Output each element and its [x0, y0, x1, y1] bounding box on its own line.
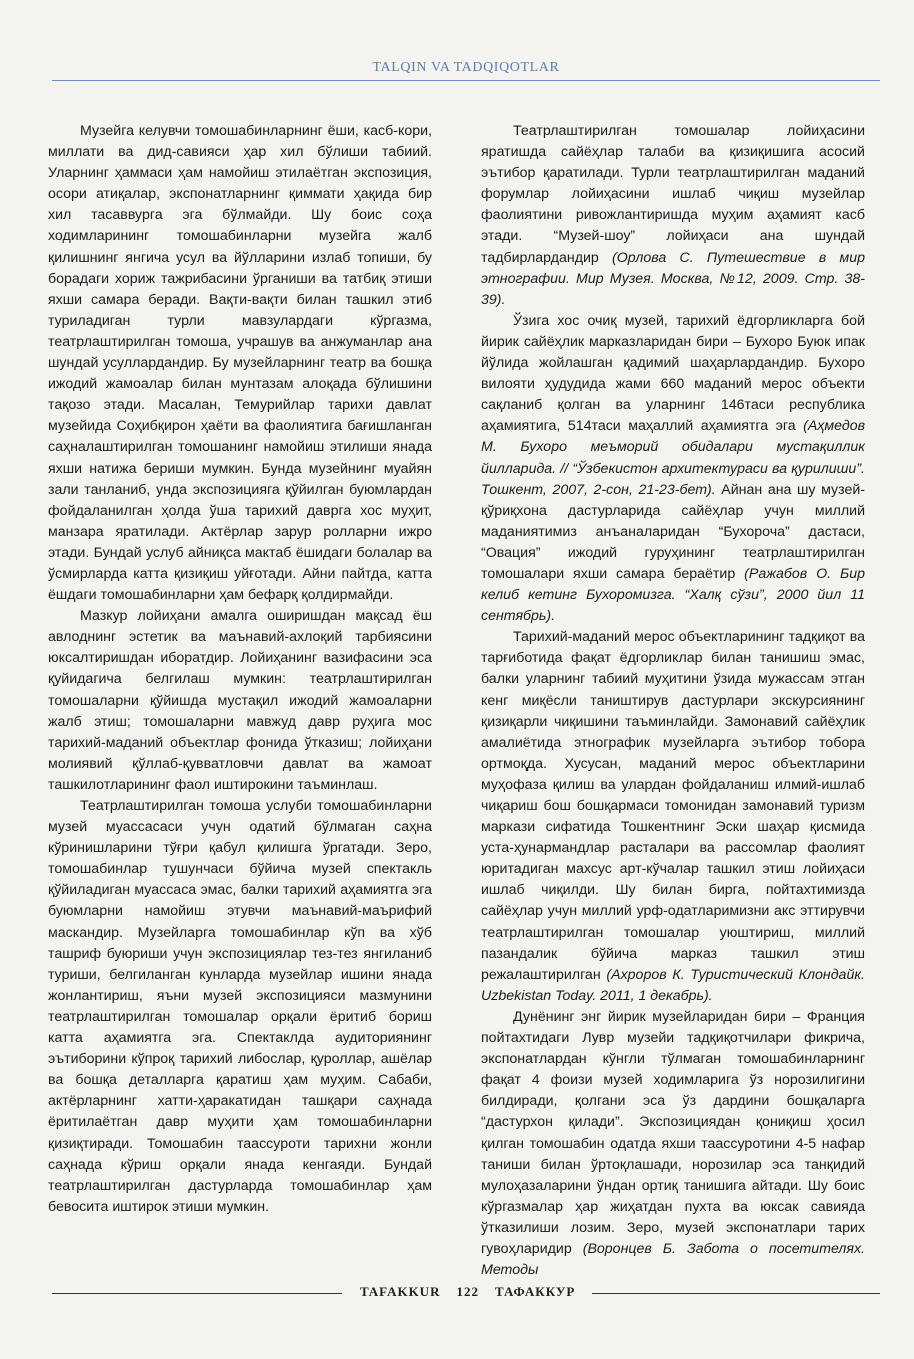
journal-name-cyrillic: ТАФАККУР [494, 1284, 576, 1299]
citation: (Ражабов О. Бир келиб кетинг Бухоромизга. “Халқ сўзи”, 2000 йил 11 сентябрь). [481, 565, 865, 625]
paragraph: Мазкур лойиҳани амалга оширишдан мақсад ёш авлоднинг эстетик ва маънавий-ахлоқий тарбиясини юксалтиришдан иборатдир. Лойиҳанинг вазифасини эса қуйидагича белгилаш мумкин: театрлаштирилган томошаларни қўйишда мустақил ижодий жамоаларни жалб этиш; томошаларни мавжуд давр руҳига мос тарихий-маданий объектлар фонида ўтказиш; лойиҳани молиявий қўллаб-қувватловчи давлат ва жамоат ташкилотларининг фаол иштирокини таъминлаш. [48, 608, 432, 793]
paragraph [481, 311, 865, 627]
paragraph [481, 627, 865, 1007]
paragraph: Музейга келувчи томошабинларнинг ёши, касб-кори, миллати ва дид-савияси ҳар хил бўлиши табиий. Уларнинг ҳаммаси ҳам намойиш этилаётган экспозиция, осори атиқалар, экспонатларнинг қиммати ҳақида бир хил тасаввурга эга бўлмайди. Шу боис соҳа ходимларининг томошабинларни музейга жалб қилишнинг янгича усул ва йўлларини излаб топиши, бу борадаги хориж тажрибасини ўрганиши ва татбиқ этиши яхши самара беради. Вақти-вақти билан ташкил этиб туриладиган турли мавзулардаги кўргазма, театрлаштирилган томоша, учрашув ва анжуманлар ана шундай усуллардандир. Бу музейларнинг театр ва бошқа ижодий жамоалар билан мунтазам алоқада бўлишини тақозо этади. Масалан, Темурийлар тарихи давлат музейида Соҳибқирон ҳаёти ва фаолиятига бағишланган саҳналаштирилган томошанинг намойиш этилиши янада яхши натижа бериши мумкин. Бунда музейнинг муайян зали танланиб, унда экспозицияга қўйилган буюмлардан фойдаланилган ҳолда ўша тарихий даврга хос муҳит, манзара яратилади. Актёрлар зарур ролларни ижро этади. Бундай услуб айниқса мактаб ёшидаги болалар ва ўсмирларда катта қизиқиш уйғотади. Айни пайтда, катта ёшдаги томошабинларни ҳам бефарқ қолдирмайди. [48, 123, 432, 604]
paragraph-text: Тарихий-маданий мерос объектларининг тадқиқот ва тарғиботида фақат ёдгорликлар билан танишиш эмас, балки уларнинг табиий муҳитини ўзида мужассам этган кенг миқёсли таништирув дастурлари экскурсиянинг қизиқарли чиқишини таъминлайди. Замонавий сайёҳлик амалиётида этнографик музейларга эътибор тобора ортмоқда. Хусусан, маданий мерос объектларини муҳофаза қилиш ва улардан фойдаланиш илмий-ишлаб чиқариш бош бошқармаси томонидан замонавий туризм маркази сифатида Тошкентнинг Эски шаҳар қисмида уста-ҳунармандлар расталари ва рассомлар фаолият юритадиган махсус арт-кўчалар ташкил этиш лойиҳаси ишлаб чиқилди. Шу билан бирга, пойтахтимизда сайёҳлар учун миллий урф-одатларимизни акс эттирувчи театрлаштирилган томошалар уюштириш, миллий пазандалик бўйича марказ ташкил этиш режалаштирилган [481, 629, 865, 983]
paragraph-text: Айнан ана шу музей-қўриқхона дастурларида сайёҳлар учун миллий маданиятимиз анъаналаридан “Бухороча” дастаси, “Овация” ижодий гуруҳининг театрлаштирилган томошалари яхши самара бераётир [481, 481, 866, 582]
journal-name-latin: TAFAKKUR [360, 1284, 441, 1299]
page-number: 122 [456, 1284, 479, 1299]
citation: (Аҳмедов М. Бухоро меъморий обидалари мустақиллик йилларида. // “Ўзбекистон архитектураси ва қурилиши”. Тошкент, 2007, 2-сон, 21-23-бет). [481, 418, 865, 498]
paragraph-text: Театрлаштирилган томошалар лойиҳасини яратишда сайёҳлар талаби ва қизиқишига асосий эътибор қаратилади. Турли театрлаштирилган маданий форумлар лойиҳасини ишлаб чиқиш музейлар фаолиятини ривожлантиришда муҳим аҳамият касб этади. “Музей-шоу” лойиҳаси ана шундай тадбирлардандир [481, 123, 865, 266]
footer-rule-right [592, 1293, 880, 1294]
paragraph [481, 1007, 865, 1281]
footer-rule-left [52, 1293, 342, 1294]
citation: (Ахроров К. Туристический Клондайк. Uzbekistan Today. 2011, 1 декабрь). [481, 966, 865, 1004]
header-rule [52, 80, 880, 81]
paragraph-text: Дунёнинг энг йирик музейларидан бири – Франция пойтахтидаги Лувр музейи тадқиқотчилари фикрича, экспонатлардан кўнгли тўлмаган томошабинларнинг фақат 4 фоизи музей ходимларига ўз норозилигини билдиради, қолгани эса ўз дардини бошқаларга “дастурхон қилади”. Экспозициядан қониқиш ҳосил қилган томошабин одатда яхши таассуротини 4-5 нафар таниши билан ўртоқлашади, норозилар эса танқидий мулоҳазаларини ўндан ортиқ танишига айтади. Шу боис кўргазмалар ҳар жиҳатдан пухта ва юксак савияда ўтказилиши лозим. Зеро, музей экспонатлари тарих гувоҳларидир [481, 1008, 865, 1257]
citation: (Орлова С. Путешествие в мир этнографии. Мир Музея. Москва, №12, 2009. Стр. 38-39). [481, 249, 865, 308]
citation: (Воронцев Б. Забота о посетителях. Методы [481, 1240, 865, 1279]
paragraph: Театрлаштирилган томоша услуби томошабинларни музей муассасаси учун одатий бўлмаган саҳна кўринишларини тўғри қабул қилишга ўргатади. Зеро, томошабинлар тушунчаси бўйича музей спектакль қўйиладиган муассаса эмас, балки тарихий аҳамиятга эга буюмларни намойиш этувчи маънавий-маърифий маскандир. Музейларга томошабинлар кўп ва хўб ташриф буюриши учун экспозициялар тез-тез янгиланиб туриши, белгиланган кунларда музейлар ишини янада жонлантириш, яъни музей экспозицияси мазмунини театрлаштирилган томошалар орқали ёритиб бориш катта аҳамиятга эга. Спектаклда аудиториянинг эътиборини кўпроқ тарихий либослар, қуроллар, ашёлар ва бошқа деталларга қаратиш ҳам муҳим. Сабаби, актёрларнинг хатти-ҳаракатидан ташқари саҳнада ёритилаётган давр муҳити ҳам томошабинларни қизиқтиради. Томошабин таассуроти тарихни жонли саҳнада кўриш орқали янада кенгаяди. Бундай театрлаштирилган дастурларда томошабинлар ҳам бевосита иштирок этиши мумкин. [48, 798, 432, 1215]
footer-text [352, 1284, 582, 1300]
left-column [48, 121, 432, 1218]
paragraph [481, 121, 865, 311]
running-header: TALQIN VA TADQIQOTLAR [372, 60, 560, 75]
page-footer [52, 1284, 880, 1302]
paragraph-text: Ўзига хос очиқ музей, тарихий ёдгорликларга бой йирик сайёҳлик марказларидан бири – Бухоро Буюк ипак йўлида жойлашган қадимий шаҳарлардандир. Бухоро вилояти ҳудудида жами 660 маданий мерос объекти сақланиб қолган ва уларнинг 146таси республика аҳамиятига, 514таси маҳаллий аҳамиятга эга [481, 312, 865, 435]
right-column [481, 121, 865, 1281]
